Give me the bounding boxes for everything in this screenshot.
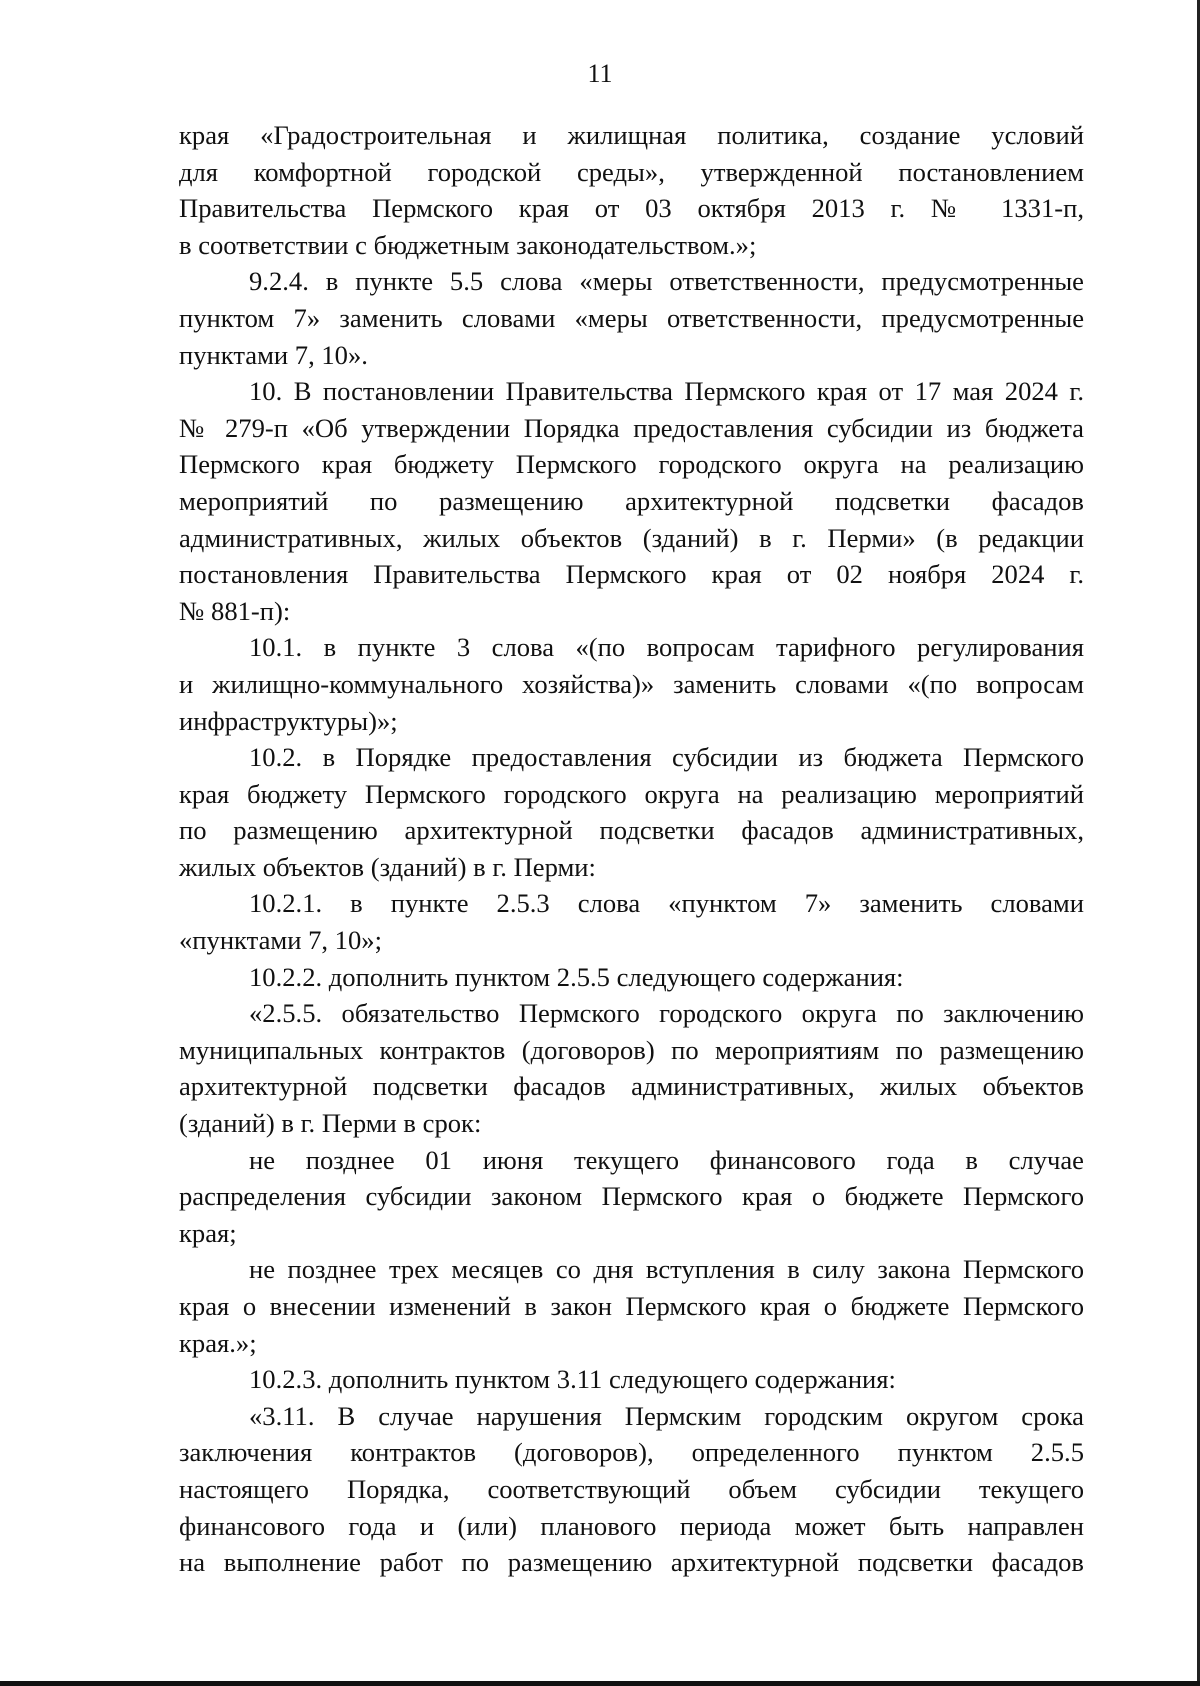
text-line: не позднее 01 июня текущего финансового года в случае [249,1144,1084,1175]
document-body [179,117,1084,1581]
text-line: (зданий) в г. Перми в срок: [179,1108,482,1139]
text-line: не позднее трех месяцев со дня вступления в силу закона Пермского [249,1254,1084,1285]
text-line: заключения контрактов (договоров), определенного пунктом 2.5.5 [179,1437,1084,1468]
text-line: в соответствии с бюджетным законодательством.»; [179,229,757,260]
text-line: на выполнение работ по размещению архитектурной подсветки фасадов [179,1547,1084,1578]
text-line: административных, жилых объектов (зданий) в г. Перми» (в редакции [179,522,1084,553]
text-line: края о внесении изменений в закон Пермского края о бюджете Пермского [179,1291,1084,1321]
text-line: «2.5.5. обязательство Пермского городского округа по заключению [249,998,1084,1029]
text-line: «пунктами 7, 10»; [179,925,382,956]
text-line: № 279-п «Об утверждении Порядка предоставления субсидии из бюджета [179,412,1084,443]
page-number: 11 [587,59,613,88]
text-line: края бюджету Пермского городского округа на реализацию мероприятий [179,778,1084,809]
text-line: «3.11. В случае нарушения Пермским городским округом срока [249,1400,1084,1431]
text-line: 10.1. в пункте 3 слова «(по вопросам тарифного регулирования [249,632,1084,663]
text-line: Правительства Пермского края от 03 октября 2013 г. № 1331-п, [179,193,1084,224]
text-line: по размещению архитектурной подсветки фасадов административных, [179,815,1084,846]
text-line: постановления Правительства Пермского края от 02 ноября 2024 г. [179,559,1084,590]
text-line: 9.2.4. в пункте 5.5 слова «меры ответственности, предусмотренные [249,266,1084,297]
text-line: инфраструктуры)»; [179,705,398,736]
text-line: края; [179,1217,237,1248]
text-line: края «Градостроительная и жилищная политика, создание условий [179,120,1084,150]
text-line: муниципальных контрактов (договоров) по мероприятиям по размещению [179,1034,1084,1065]
text-line: распределения субсидии законом Пермского края о бюджете Пермского [179,1181,1084,1212]
text-line: пунктом 7» заменить словами «меры ответственности, предусмотренные [179,302,1084,333]
text-line: для комфортной городской среды», утвержденной постановлением [179,156,1084,187]
text-line: архитектурной подсветки фасадов административных, жилых объектов [179,1071,1084,1102]
text-line: настоящего Порядка, соответствующий объем субсидии текущего [179,1473,1084,1504]
scan-edge-bottom [0,1681,1200,1686]
text-line: 10.2.3. дополнить пунктом 3.11 следующего содержания: [249,1364,896,1395]
text-line: 10.2.2. дополнить пунктом 2.5.5 следующего содержания: [249,961,904,992]
text-line: № 881-п): [179,595,291,626]
text-line: края.»; [179,1327,257,1358]
text-line: и жилищно-коммунального хозяйства)» заменить словами «(по вопросам [179,668,1084,699]
text-line: мероприятий по размещению архитектурной подсветки фасадов [179,485,1084,516]
text-line: Пермского края бюджету Пермского городского округа на реализацию [179,449,1084,480]
text-line: финансового года и (или) планового периода может быть направлен [179,1510,1084,1541]
text-line: 10. В постановлении Правительства Пермского края от 17 мая 2024 г. [249,376,1084,407]
text-line: пунктами 7, 10». [179,339,368,370]
text-line: 10.2.1. в пункте 2.5.3 слова «пунктом 7» заменить словами [249,888,1084,919]
text-line: 10.2. в Порядке предоставления субсидии из бюджета Пермского [249,742,1084,773]
text-line: жилых объектов (зданий) в г. Перми: [179,851,596,882]
